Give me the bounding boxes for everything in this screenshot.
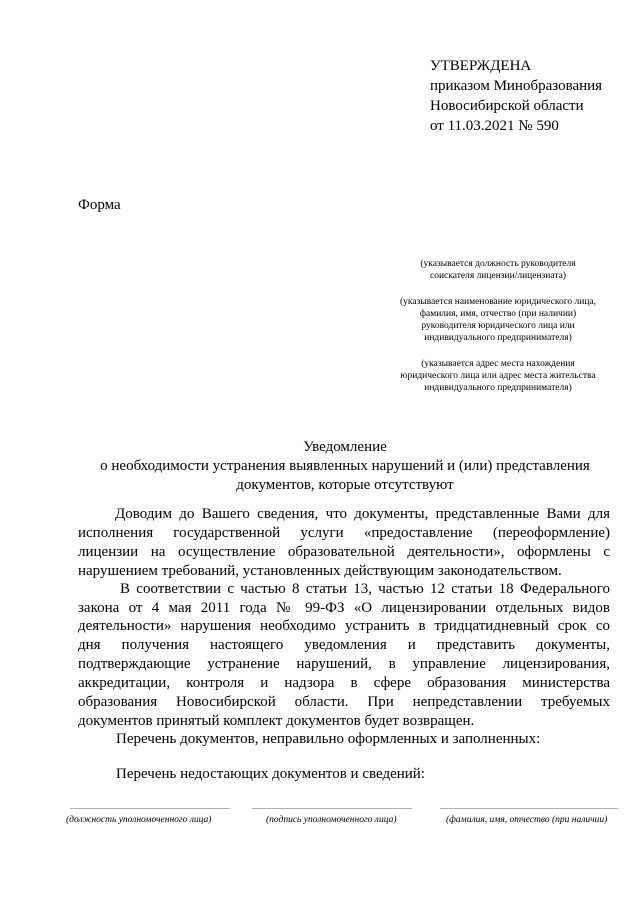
hint-line: фамилия, имя, отчество (при наличии) — [419, 309, 577, 319]
defective-documents-list-label: Перечень документов, неправильно оформленных и заполненных: — [116, 731, 541, 747]
body-line: нарушением требований, установленных действующим законодательством. — [78, 563, 562, 579]
approval-stamp — [430, 56, 602, 136]
notice-subtitle-line: документов, которые отсутствуют — [236, 477, 454, 493]
official-name-caption: (фамилия, имя, отчество (при наличии) — [446, 815, 608, 825]
body-line: образования Новосибирской области. При непредставлении требуемых — [78, 694, 610, 710]
body-line: дня получения настоящего уведомления и представить документы, — [78, 637, 610, 653]
hint-line: (указывается наименование юридического лица, — [399, 297, 596, 307]
body-line: лицензии на осуществление образовательной деятельности», оформлены с — [78, 544, 610, 560]
hint-line: (указывается должность руководителя — [420, 259, 576, 269]
body-line: Доводим до Вашего сведения, что документы, представленные Вами для — [115, 506, 610, 522]
body-line: документов принятый комплект документов будет возвращен. — [78, 713, 475, 729]
official-signature-line — [252, 808, 412, 809]
form-label: Форма — [78, 197, 121, 213]
hint-line: руководителя юридического лица или — [421, 321, 575, 331]
notice-title: Уведомление — [303, 439, 387, 455]
official-name-line — [440, 808, 618, 809]
body-line: деятельности» нарушения необходимо устранить в тридцатидневный срок со — [78, 618, 610, 634]
official-signature-caption: (подпись уполномоченного лица) — [266, 815, 397, 825]
hint-line: соискателя лицензии/лицензиата) — [430, 271, 566, 281]
hint-line: (указывается адрес места нахождения — [421, 359, 575, 369]
body-line: исполнения государственной услуги «предоставление (переоформление) — [78, 525, 610, 541]
hint-line: индивидуального предпринимателя) — [424, 333, 572, 343]
notice-subtitle-line: о необходимости устранения выявленных нарушений и (или) представления — [100, 458, 590, 474]
official-position-line — [70, 808, 230, 809]
recipient-address-hint — [378, 358, 618, 394]
approval-region: Новосибирской области — [430, 98, 584, 114]
body-line: закона от 4 мая 2011 года № 99-ФЗ «О лицензировании отдельных видов — [78, 600, 610, 616]
recipient-position-hint — [378, 258, 618, 282]
hint-line: индивидуального предпринимателя) — [424, 383, 572, 393]
recipient-name-hint — [378, 296, 618, 344]
body-line: В соответствии с частью 8 статьи 13, частью 12 статьи 18 Федерального — [120, 581, 610, 597]
approval-title: УТВЕРЖДЕНА — [430, 58, 532, 74]
approval-date-number: от 11.03.2021 № 590 — [430, 118, 559, 134]
body-line: подтверждающие устранение нарушений, в управление лицензирования, — [78, 656, 610, 672]
approval-order: приказом Минобразования — [430, 78, 603, 94]
official-position-caption: (должность уполномоченного лица) — [66, 815, 212, 825]
body-line: аккредитации, контроля и надзора в сфере образования министерства — [78, 675, 610, 691]
hint-line: юридического лица или адрес места жительства — [400, 371, 596, 381]
missing-documents-list-label: Перечень недостающих документов и сведений: — [116, 766, 425, 782]
